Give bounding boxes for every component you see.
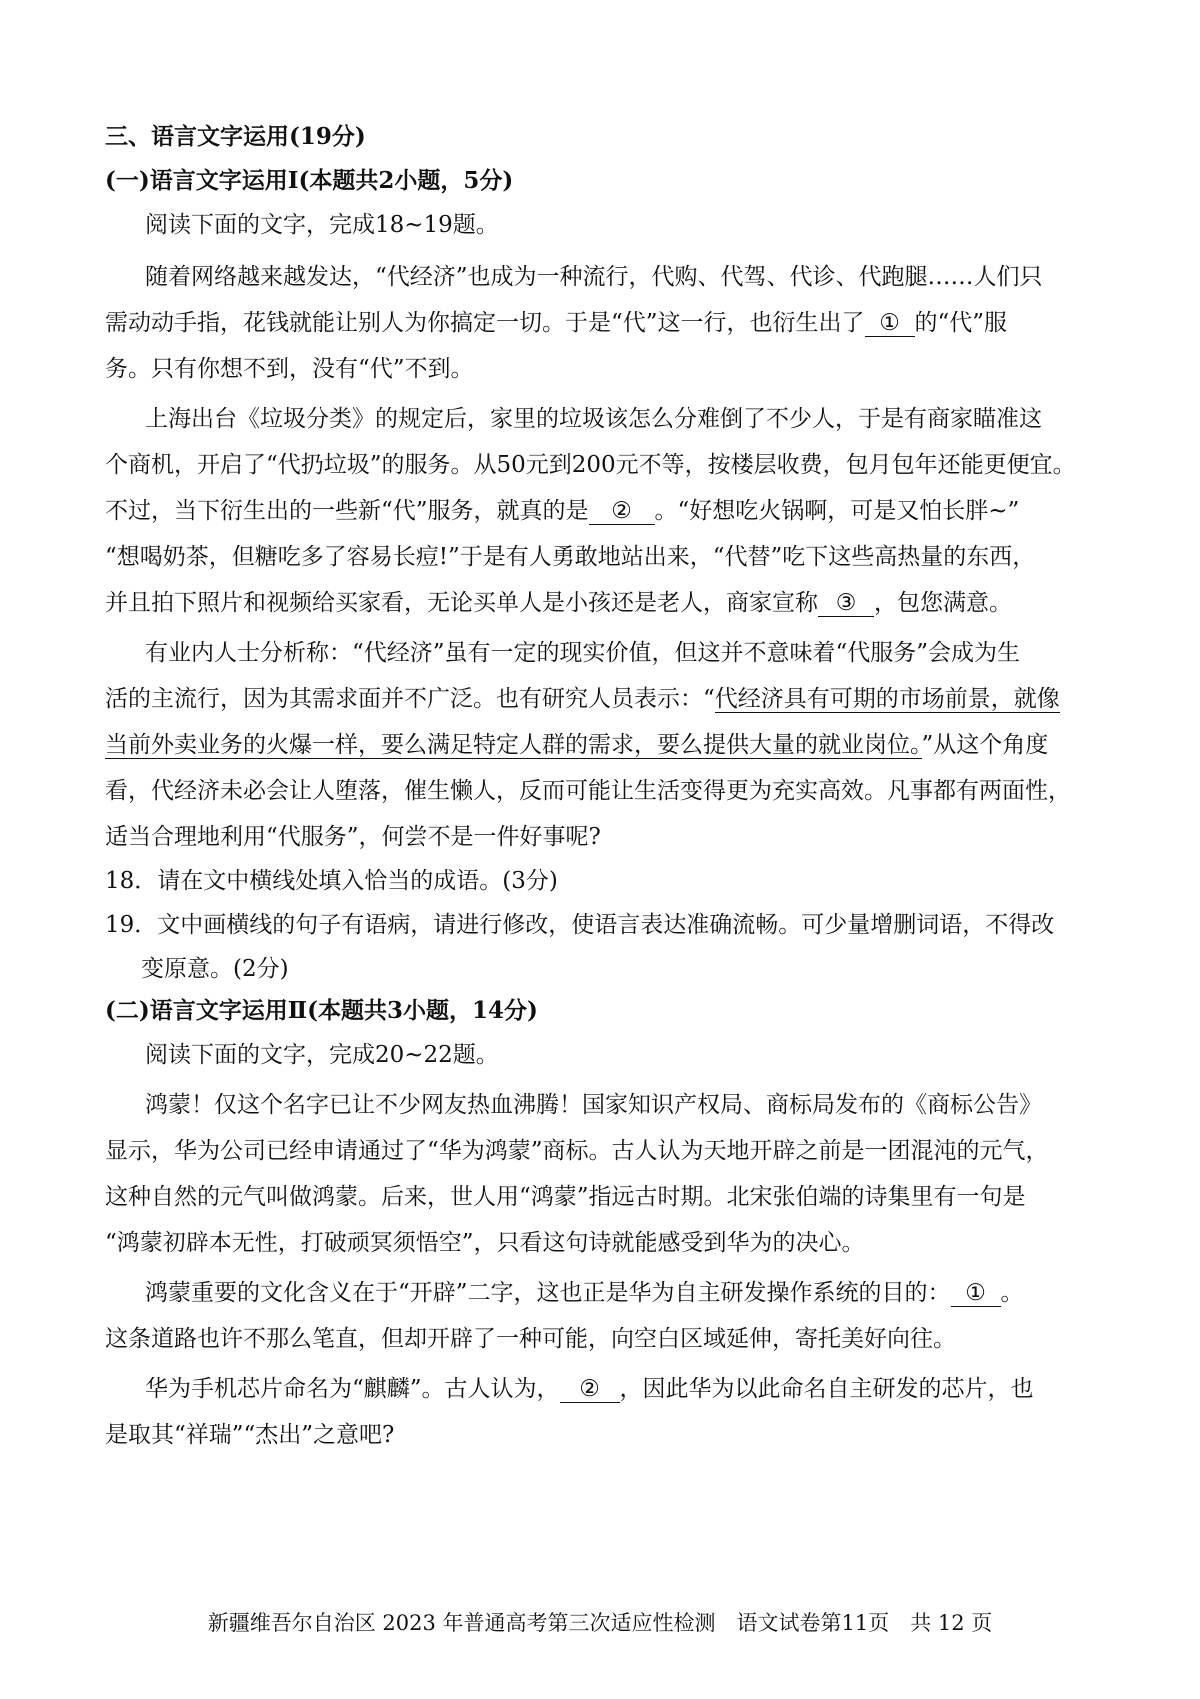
p3-line4: 看，代经济未必会让人堕落，催生懒人，反而可能让生活变得更为充实高效。凡事都有两面性， [105,778,1071,804]
blank-1: ① [865,311,915,337]
section-heading: 三、语言文字运用(19分) [105,123,366,150]
p1-line1: 随着网络越来越发达，“代经济”也成为一种流行，代购、代驾、代诊、代跑腿……人们只 [145,264,1043,290]
p2-line3 [105,492,1019,525]
part2-instruction: 阅读下面的文字，完成20~22题。 [145,1042,499,1068]
p4-line2: 显示，华为公司已经申请通过了“华为鸿蒙”商标。古人认为天地开辟之前是一团混沌的元气， [105,1138,1049,1164]
p5-line1 [145,1274,1024,1307]
p2-line5-text-a: 并且拍下照片和视频给买家看，无论买单人是小孩还是老人，商家宣称 [105,590,818,616]
p5-line1-text-b: 。 [1000,1280,1024,1306]
p3-line5: 适当合理地利用“代服务”，何尝不是一件好事呢? [105,824,601,850]
p3-line3 [105,726,1048,759]
p6-line1-text-b: ，因此华为以此命名自主研发的芯片，也 [619,1376,1034,1402]
p3-line3-text-b: ”从这个角度 [921,732,1049,758]
part1-instruction: 阅读下面的文字，完成18~19题。 [145,212,499,238]
question-18: 18．请在文中横线处填入恰当的成语。(3分) [105,868,558,894]
p2-line3-text-b: 。“好想吃火锅啊，可是又怕长胖~” [654,498,1020,524]
p1-line2-text-a: 需动动手指，花钱就能让别人为你搞定一切。于是“代”这一行，也衍生出了 [105,310,865,336]
blank-2: ② [589,499,655,525]
p5-line1-text-a: 鸿蒙重要的文化含义在于“开辟”二字，这也正是华为自主研发操作系统的目的： [145,1280,951,1306]
p3-line1: 有业内人士分析称：“代经济”虽有一定的现实价值，但这并不意味着“代服务”会成为生 [145,640,1021,666]
p1-line2-text-b: 的“代”服 [914,310,1008,336]
p6-line2: 是取其“祥瑞”“杰出”之意吧? [105,1422,395,1448]
p2-line5 [105,584,1012,617]
question-19-line1: 19．文中画横线的句子有语病，请进行修改，使语言表达准确流畅。可少量增删词语，不得改 [105,912,1055,938]
p1-line3: 务。只有你想不到，没有“代”不到。 [105,356,474,382]
blank-p6-2: ② [560,1377,620,1403]
underlined-sentence-part2: 当前外卖业务的火爆一样，要么满足特定人群的需求，要么提供大量的就业岗位。 [105,732,922,758]
p2-line5-text-b: ，包您满意。 [874,590,1012,616]
part1-heading: (一)语言文字运用Ⅰ(本题共2小题，5分) [105,167,514,194]
underlined-sentence-part1: 代经济具有可期的市场前景，就像 [714,686,1060,712]
p4-line4: “鸿蒙初辟本无性，打破顽冥须悟空”，只看这句诗就能感受到华为的决心。 [105,1230,865,1256]
p1-line2 [105,304,1007,337]
p4-line3: 这种自然的元气叫做鸿蒙。后来，世人用“鸿蒙”指远古时期。北宋张伯端的诗集里有一句是 [105,1184,1026,1210]
page-footer: 新疆维吾尔自治区 2023 年普通高考第三次适应性检测 语文试卷第11页 共 12 页 [207,1611,993,1635]
p2-line2: 个商机，开启了“代扔垃圾”的服务。从50元到200元不等，按楼层收费，包月包年还能更便宜。 [105,452,1076,478]
part2-heading: (二)语言文字运用Ⅱ(本题共3小题，14分) [105,997,538,1024]
p3-line2 [105,680,1060,713]
p4-line1: 鸿蒙！仅这个名字已让不少网友热血沸腾！国家知识产权局、商标局发布的《商标公告》 [145,1092,1042,1118]
p3-line2-text-a: 活的主流行，因为其需求面并不广泛。也有研究人员表示：“ [105,686,715,712]
p6-line1 [145,1370,1034,1403]
p6-line1-text-a: 华为手机芯片命名为“麒麟”。古人认为， [145,1376,560,1402]
p2-line4: “想喝奶茶，但糖吃多了容易长痘!”于是有人勇敢地站出来，“代替”吃下这些高热量的东西， [105,544,1036,570]
blank-p5-1: ① [951,1281,1001,1307]
blank-3: ③ [818,591,874,617]
p2-line1: 上海出台《垃圾分类》的规定后，家里的垃圾该怎么分难倒了不少人，于是有商家瞄准这 [145,406,1042,432]
question-19-line2: 变原意。(2分) [141,956,289,982]
p5-line2: 这条道路也许不那么笔直，但却开辟了一种可能，向空白区域延伸，寄托美好向往。 [105,1326,956,1352]
p2-line3-text-a: 不过，当下衍生出的一些新“代”服务，就真的是 [105,498,589,524]
